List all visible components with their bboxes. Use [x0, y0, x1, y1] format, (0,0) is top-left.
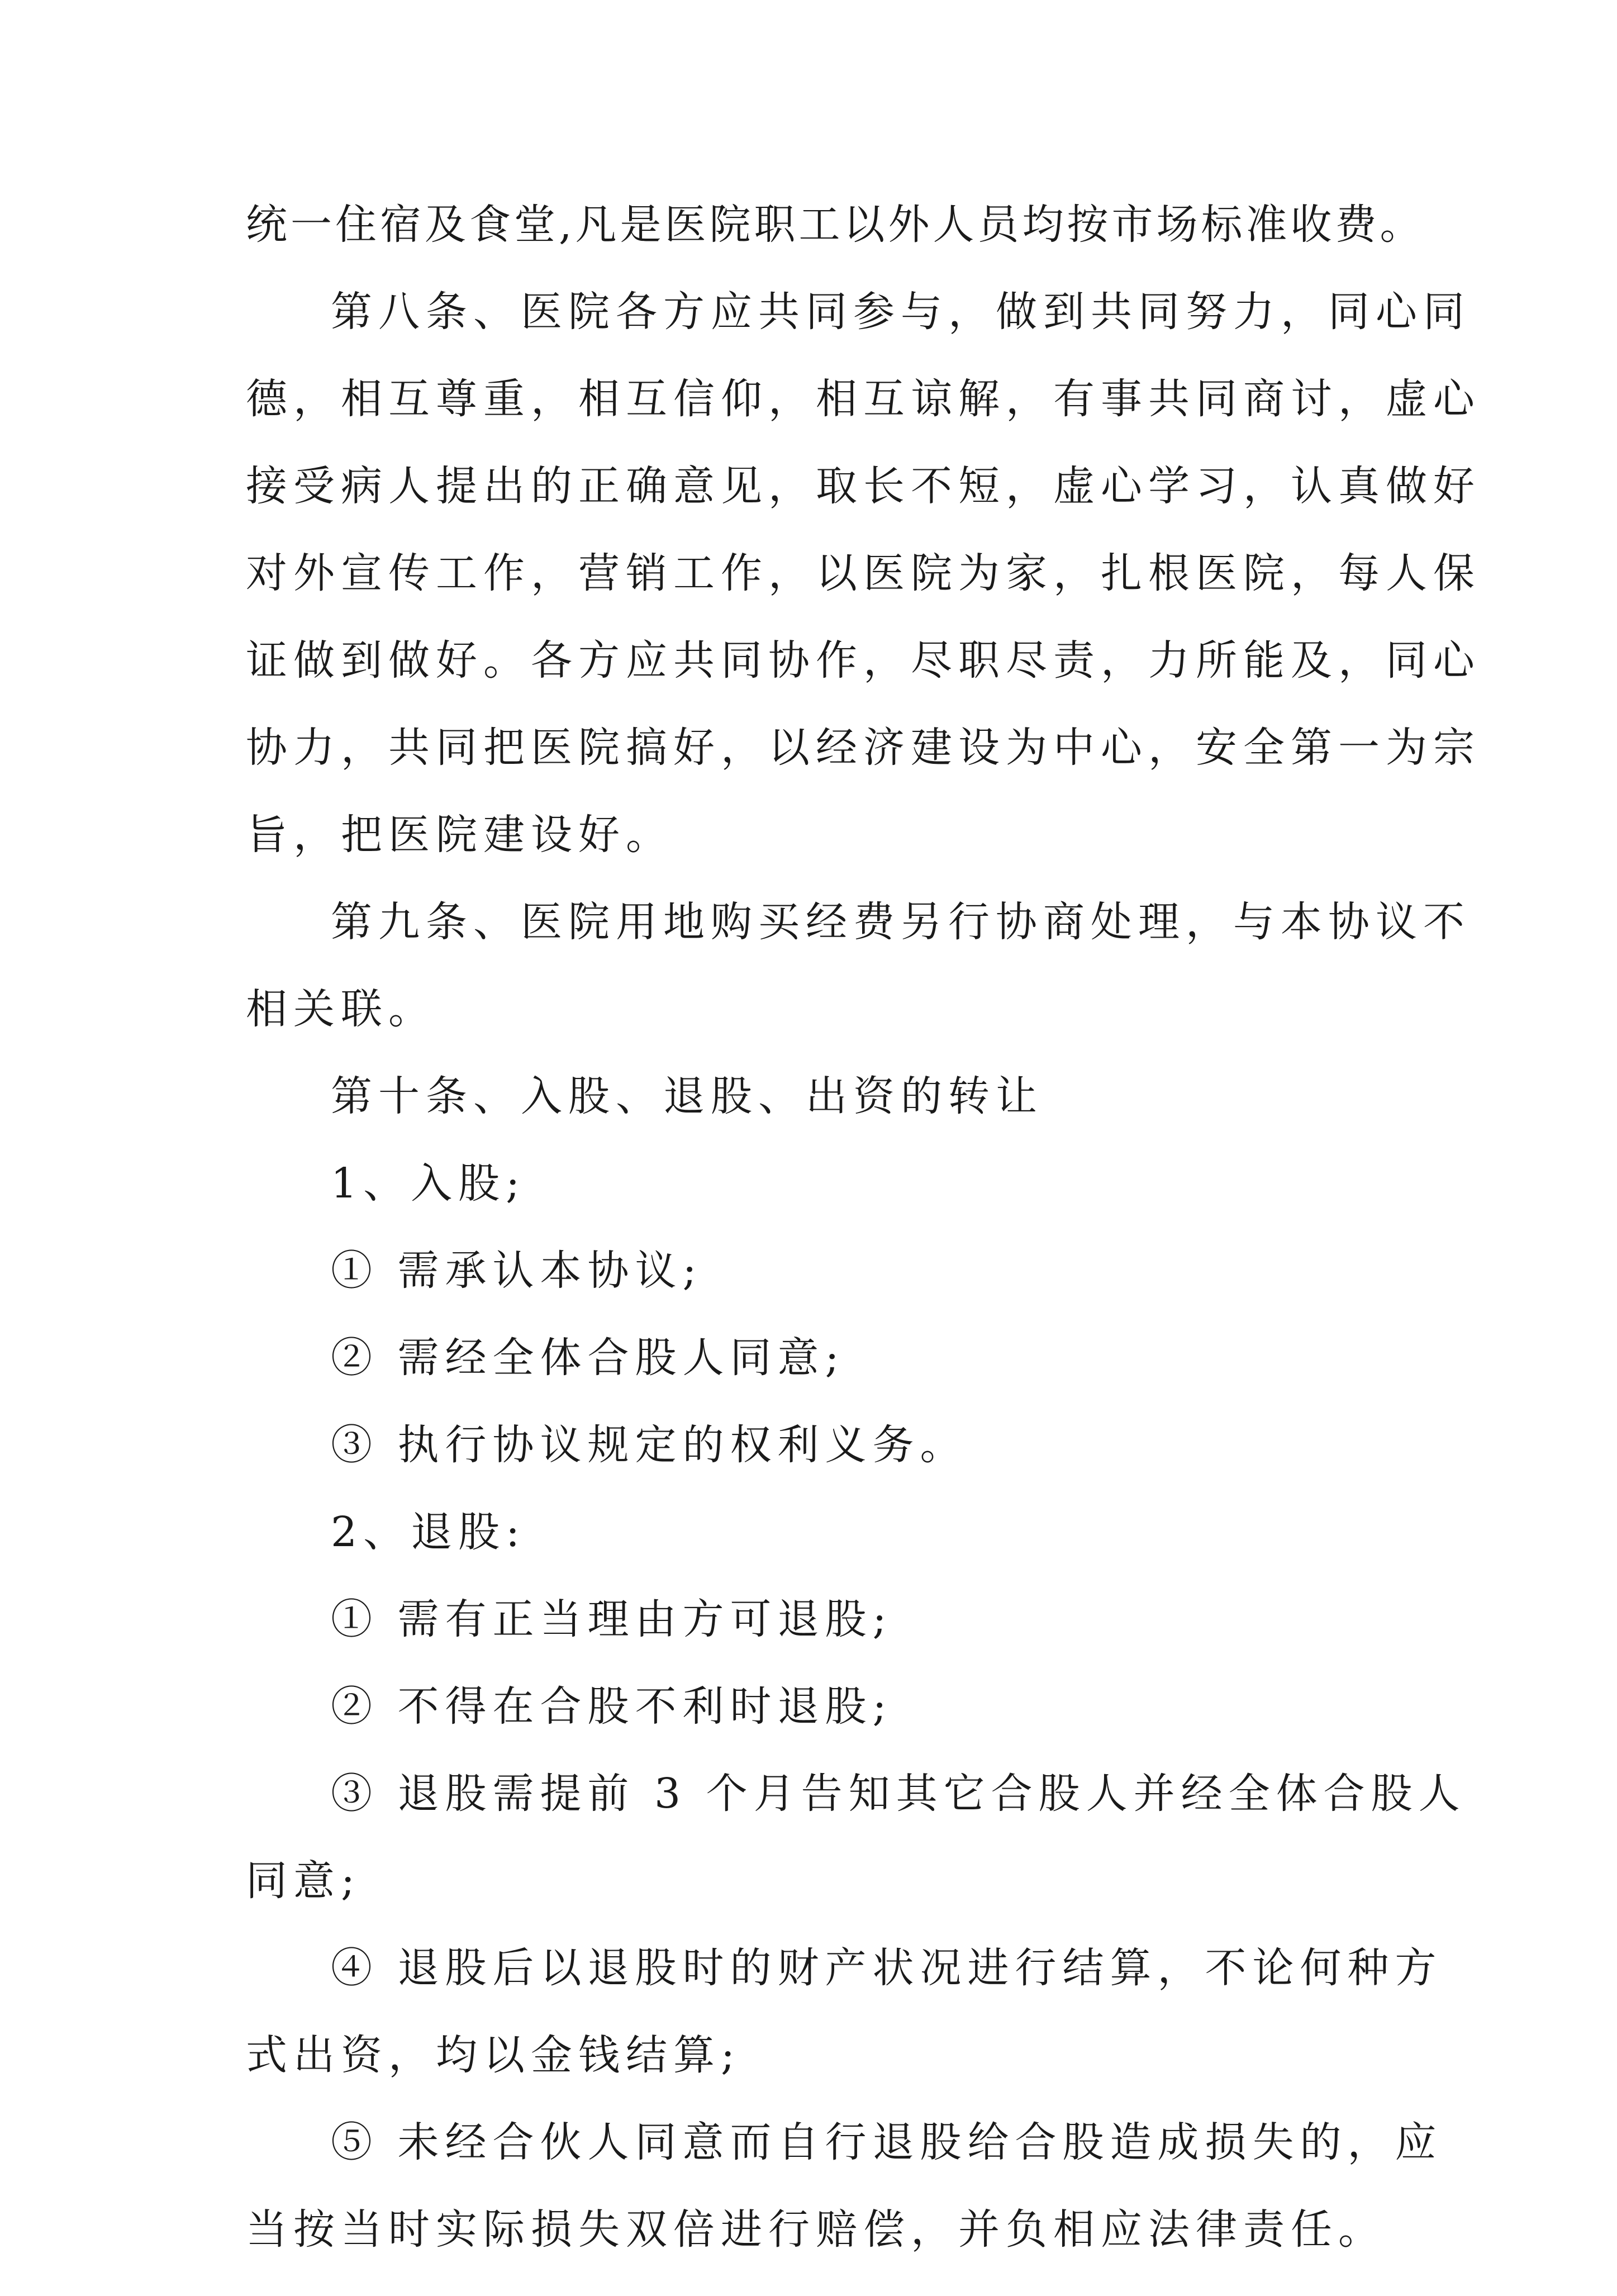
text-line: 当按当时实际损失双倍进行赔偿，并负相应法律责任。: [246, 2205, 1386, 2254]
list-item: ① 需承认本协议;: [331, 1247, 703, 1295]
text-line: 接受病人提出的正确意见，取长不短，虚心学习，认真做好: [246, 462, 1481, 510]
text-line: 证做到做好。各方应共同协作，尽职尽责，力所能及，同心: [246, 636, 1481, 684]
text-line: 德，相互尊重，相互信仰，相互谅解，有事共同商讨，虚心: [246, 375, 1481, 423]
article-9-heading-line: 第九条、医院用地购买经费另行协商处理，与本协议不: [331, 898, 1471, 946]
text-line: 式出资，均以金钱结算;: [246, 2031, 741, 2079]
list-item: ④ 退股后以退股时的财产状况进行结算，不论何种方: [331, 1944, 1443, 1992]
text-line: 协力，共同把医院搞好，以经济建设为中心，安全第一为宗: [246, 724, 1481, 772]
list-item: ① 需有正当理由方可退股;: [331, 1595, 893, 1643]
list-item: ③ 执行协议规定的权利义务。: [331, 1421, 968, 1469]
section-heading-withdraw: 2、退股:: [331, 1508, 526, 1556]
document-body: [246, 201, 1481, 2296]
text-line: 同意;: [246, 1857, 361, 1905]
text-line: 统一住宿及食堂,凡是医院职工以外人员均按市场标准收费。: [246, 201, 1425, 249]
list-item: ② 不得在合股不利时退股;: [331, 1682, 893, 1731]
article-10-heading: 第十条、入股、退股、出资的转让: [331, 1072, 1043, 1120]
text-line: 相关联。: [246, 985, 436, 1033]
text-line: 对外宣传工作，营销工作，以医院为家，扎根医院，每人保: [246, 549, 1481, 597]
section-heading-join: 1、入股;: [331, 1159, 526, 1208]
list-item: ② 需经全体合股人同意;: [331, 1334, 845, 1382]
list-item: ⑤ 未经合伙人同意而自行退股给合股造成损失的，应: [331, 2118, 1443, 2166]
article-8-heading-line: 第八条、医院各方应共同参与，做到共同努力，同心同: [331, 288, 1471, 336]
list-item: ③ 退股需提前 3 个月告知其它合股人并经全体合股人: [331, 1770, 1466, 1818]
text-line: 旨，把医院建设好。: [246, 811, 673, 859]
